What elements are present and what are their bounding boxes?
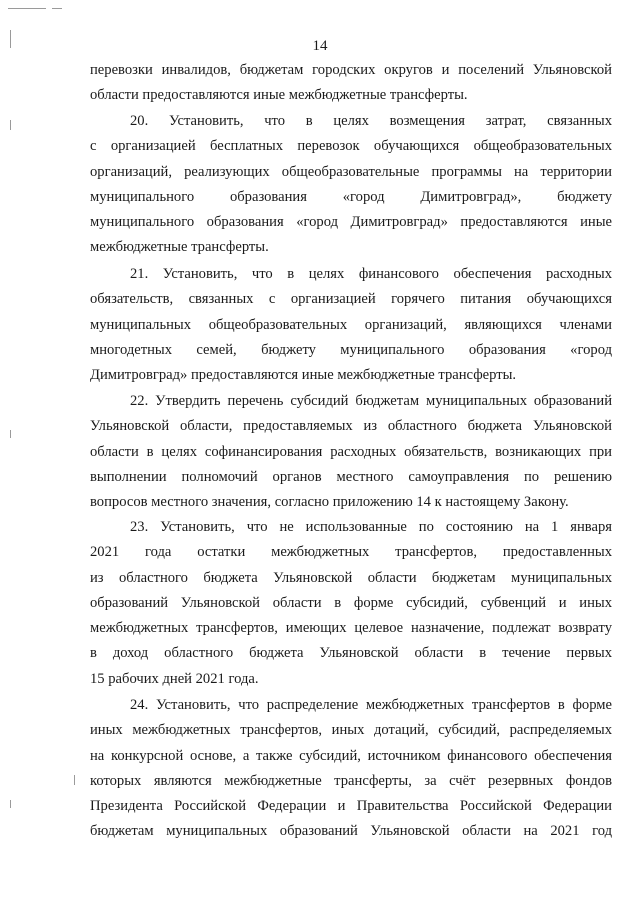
scan-artifact: [52, 8, 62, 9]
text-line: межбюджетных трансфертов, имеющих целевое назначение, подлежат возврату: [90, 620, 612, 637]
paragraph: [90, 262, 612, 388]
text-line: Ульяновской области, предоставляемых из областного бюджета Ульяновской: [90, 418, 612, 435]
text-line: межбюджетные трансферты.: [90, 239, 269, 256]
scan-artifact: [10, 30, 11, 48]
text-line: муниципальных общеобразовательных организаций, являющихся членами: [90, 316, 612, 333]
paragraph: [90, 693, 612, 845]
text-line: муниципального образования «город Димитровград» предоставляются иные: [90, 214, 612, 231]
paragraph: [90, 58, 612, 109]
text-line: 21. Установить, что в целях финансового обеспечения расходных: [130, 266, 612, 282]
text-line: 23. Установить, что не использованные по состоянию на 1 января: [130, 519, 612, 535]
page-number: 14: [312, 38, 328, 54]
text-line: которых являются межбюджетные трансферты, за счёт резервных фондов: [90, 772, 612, 789]
scan-artifact: [74, 775, 75, 785]
text-line: обязательств, связанных с организацией горячего питания обучающихся: [90, 291, 612, 308]
text-line: организаций, реализующих общеобразовательные программы на территории: [90, 163, 612, 180]
text-line: перевозки инвалидов, бюджетам городских округов и поселений Ульяновской: [90, 62, 612, 78]
text-line: иных межбюджетных трансфертов, иных дотаций, субсидий, распределяемых: [90, 722, 612, 739]
text-line: образований Ульяновской области в форме субсидий, субвенций и иных: [90, 594, 612, 611]
text-line: 15 рабочих дней 2021 года.: [90, 670, 259, 687]
scan-artifact: [10, 120, 11, 130]
text-line: 20. Установить, что в целях возмещения затрат, связанных: [130, 113, 612, 129]
paragraph: [90, 109, 612, 261]
text-line: 24. Установить, что распределение межбюджетных трансфертов в форме: [130, 697, 612, 713]
text-line: Димитровград» предоставляются иные межбюджетные трансферты.: [90, 367, 517, 384]
text-line: 2021 года остатки межбюджетных трансфертов, предоставленных: [90, 544, 612, 561]
text-line: в доход областного бюджета Ульяновской области в течение первых: [90, 645, 612, 662]
text-line: области предоставляются иные межбюджетные трансферты.: [90, 87, 468, 104]
text-line: из областного бюджета Ульяновской области бюджетам муниципальных: [90, 569, 612, 586]
text-line: с организацией бесплатных перевозок обучающихся общеобразовательных: [90, 138, 612, 155]
paragraph: [90, 515, 612, 692]
paragraph: [90, 389, 612, 515]
text-line: многодетных семей, бюджету муниципального образования «город: [90, 341, 612, 358]
text-line: бюджетам муниципальных образований Ульяновской области на 2021 год: [90, 823, 612, 840]
scan-artifact: [10, 430, 11, 438]
text-line: на конкурсной основе, а также субсидий, источником финансового обеспечения: [90, 747, 612, 764]
scan-artifact: [8, 8, 46, 9]
text-line: области в целях софинансирования расходных обязательств, возникающих при: [90, 443, 612, 460]
text-line: вопросов местного значения, согласно приложению 14 к настоящему Закону.: [90, 494, 569, 511]
text-line: Президента Российской Федерации и Правительства Российской Федерации: [90, 798, 612, 815]
text-line: муниципального образования «город Димитровград», бюджету: [90, 188, 612, 205]
scan-artifact: [10, 800, 11, 808]
text-line: выполнении полномочий органов местного самоуправления по решению: [90, 468, 612, 485]
text-line: 22. Утвердить перечень субсидий бюджетам муниципальных образований: [130, 393, 612, 409]
